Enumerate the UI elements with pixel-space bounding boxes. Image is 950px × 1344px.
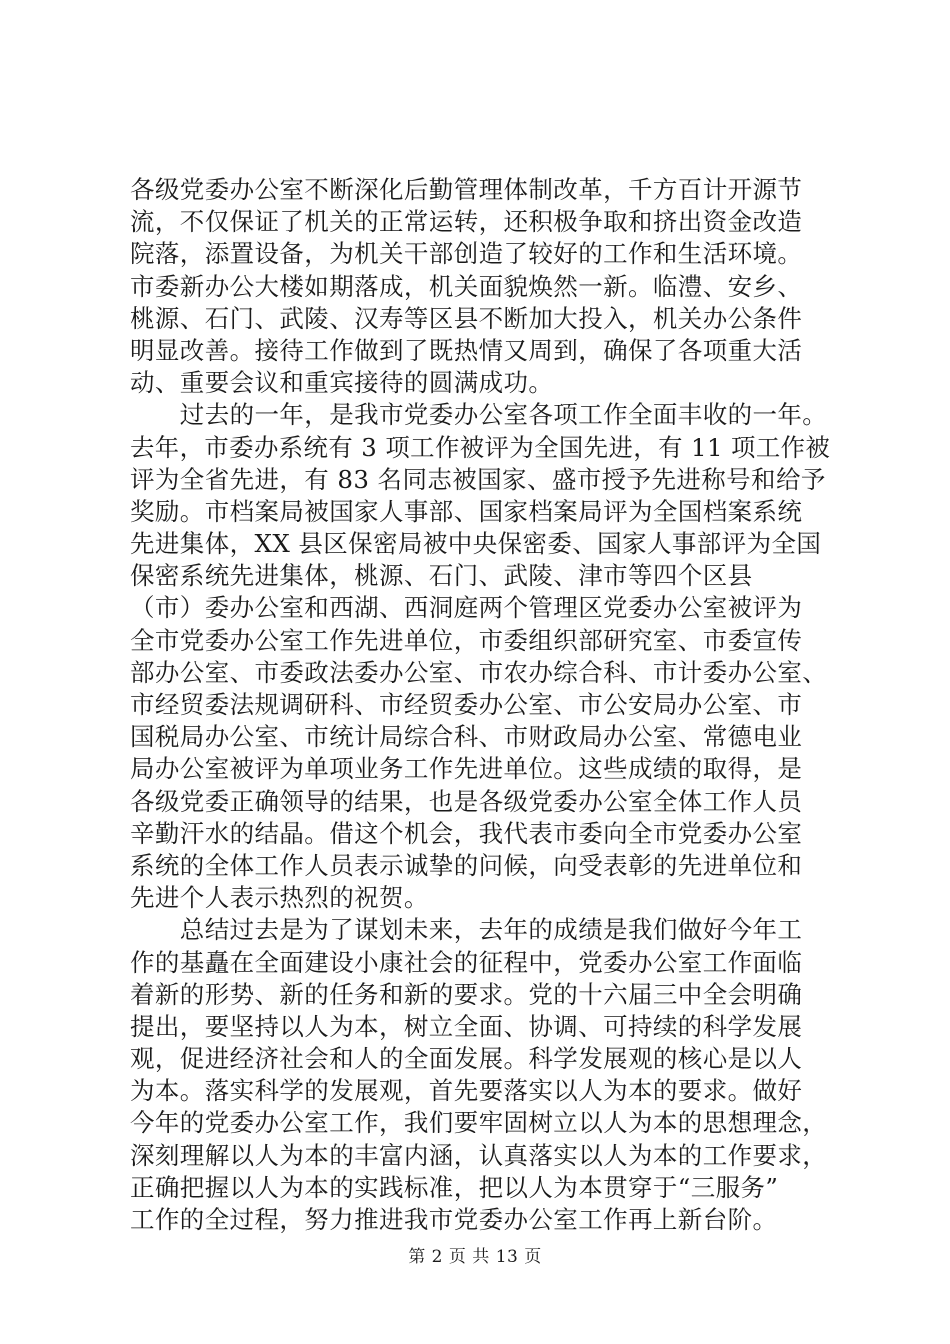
text-line: 工作的全过程，努力推进我市党委办公室工作再上新台阶。 bbox=[130, 1205, 778, 1234]
text-line: 局办公室被评为单项业务工作先进单位。这些成绩的取得，是 bbox=[130, 754, 803, 784]
text-line: 动、重要会议和重宾接待的圆满成功。 bbox=[130, 368, 554, 398]
text-line: 部办公室、市委政法委办公室、市农办综合科、市计委办公室、 bbox=[130, 657, 828, 687]
text-line: 各级党委正确领导的结果，也是各级党委办公室全体工作人员 bbox=[130, 786, 803, 816]
text-line: （市）委办公室和西湖、西洞庭两个管理区党委办公室被评为 bbox=[130, 593, 803, 623]
text-line: 提出，要坚持以人为本，树立全面、协调、可持续的科学发展 bbox=[130, 1011, 803, 1041]
text-line: 各级党委办公室不断深化后勤管理体制改革，千方百计开源节 bbox=[130, 175, 803, 204]
text-line: 着新的形势、新的任务和新的要求。党的十六届三中全会明确 bbox=[130, 979, 803, 1009]
text-line: 观，促进经济社会和人的全面发展。科学发展观的核心是以人 bbox=[130, 1044, 803, 1074]
text-line: 作的基矗在全面建设小康社会的征程中，党委办公室工作面临 bbox=[130, 947, 803, 977]
text-line: 今年的党委办公室工作，我们要牢固树立以人为本的思想理念， bbox=[130, 1108, 828, 1138]
text-line: 明显改善。接待工作做到了既热情又周到，确保了各项重大活 bbox=[130, 335, 803, 365]
text-line: 总结过去是为了谋划未来，去年的成绩是我们做好今年工 bbox=[130, 915, 803, 945]
text-line: 系统的全体工作人员表示诚挚的问候，向受表彰的先进单位和 bbox=[130, 850, 803, 880]
text-line: 奖励。市档案局被国家人事部、国家档案局评为全国档案系统 bbox=[130, 496, 803, 526]
text-line: 辛勤汗水的结晶。借这个机会，我代表市委向全市党委办公室 bbox=[130, 818, 803, 848]
text-line: 院落，添置设备，为机关干部创造了较好的工作和生活环境。 bbox=[130, 239, 803, 269]
text-line: 深刻理解以人为本的丰富内涵，认真落实以人为本的工作要求， bbox=[130, 1140, 828, 1170]
text-line: 先进集体，XX 县区保密局被中央保密委、国家人事部评为全国 bbox=[130, 529, 822, 559]
text-line: 去年，市委办系统有 3 项工作被评为全国先进，有 11 项工作被 bbox=[130, 432, 831, 462]
document-body bbox=[130, 174, 830, 1236]
text-line: 国税局办公室、市统计局综合科、市财政局办公室、常德电业 bbox=[130, 722, 803, 752]
text-line: 正确把握以人为本的实践标准，把以人为本贯穿于“三服务” bbox=[130, 1172, 779, 1202]
text-line: 评为全省先进，有 83 名同志被国家、盛市授予先进称号和给予 bbox=[130, 464, 826, 494]
text-line: 全市党委办公室工作先进单位，市委组织部研究室、市委宣传 bbox=[130, 625, 803, 655]
text-line: 桃源、石门、武陵、汉寿等区县不断加大投入，机关办公条件 bbox=[130, 303, 803, 333]
text-line: 过去的一年，是我市党委办公室各项工作全面丰收的一年。 bbox=[130, 400, 828, 430]
text-line: 市委新办公大楼如期落成，机关面貌焕然一新。临澧、安乡、 bbox=[130, 271, 803, 301]
text-line: 保密系统先进集体，桃源、石门、武陵、津市等四个区县 bbox=[130, 561, 753, 591]
text-line: 先进个人表示热烈的祝贺。 bbox=[130, 883, 429, 913]
text-line: 市经贸委法规调研科、市经贸委办公室、市公安局办公室、市 bbox=[130, 690, 803, 719]
text-line: 为本。落实科学的发展观，首先要落实以人为本的要求。做好 bbox=[130, 1076, 803, 1106]
page-footer: 第 2 页 共 13 页 bbox=[408, 1247, 542, 1267]
text-line: 流，不仅保证了机关的正常运转，还积极争取和挤出资金改造 bbox=[130, 207, 803, 237]
